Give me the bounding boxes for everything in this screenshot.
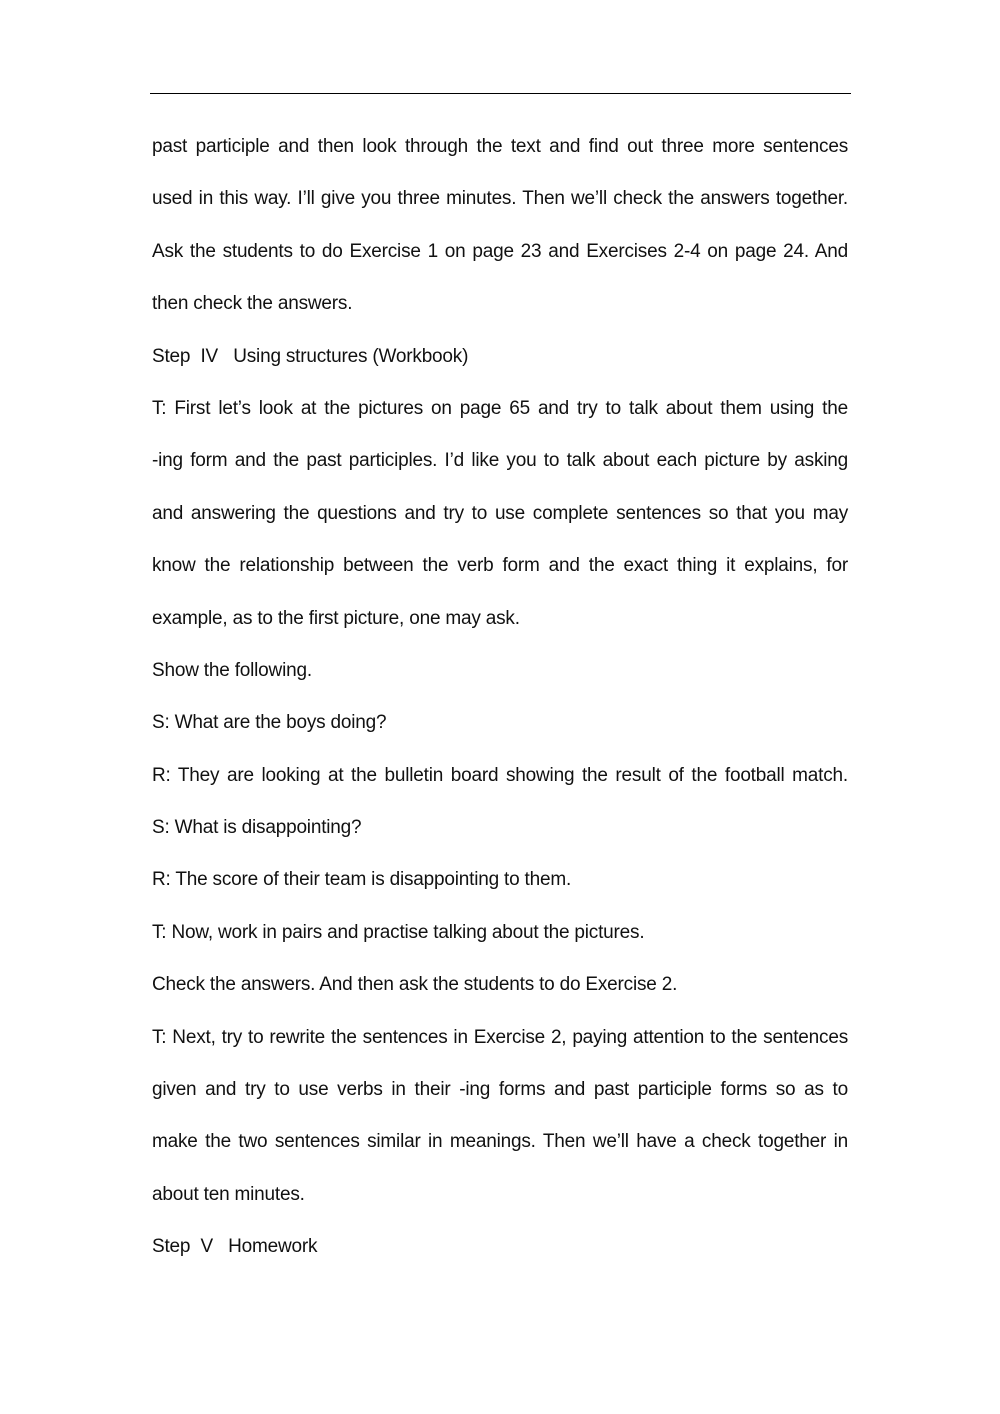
text-line: used in this way. I’ll give you three minutes. Then we’ll check the answers together. — [152, 188, 848, 210]
text-line: know the relationship between the verb form and the exact thing it explains, for — [152, 555, 848, 577]
text-line: T: First let’s look at the pictures on page 65 and try to talk about them using the — [152, 397, 848, 419]
document-body — [152, 132, 848, 1285]
text-line: T: Next, try to rewrite the sentences in Exercise 2, paying attention to the sentences — [152, 1026, 848, 1048]
text-line: Step V Homework — [152, 1236, 318, 1258]
text-line: Show the following. — [152, 659, 312, 681]
text-line: Ask the students to do Exercise 1 on page 23 and Exercises 2-4 on page 24. And — [152, 240, 848, 262]
text-line: Check the answers. And then ask the students to do Exercise 2. — [152, 974, 678, 996]
text-line: past participle and then look through the text and find out three more sentences — [152, 136, 848, 157]
text-line: R: The score of their team is disappointing to them. — [152, 869, 572, 891]
text-line: T: Now, work in pairs and practise talking about the pictures. — [152, 921, 645, 943]
text-line: Step IV Using structures (Workbook) — [152, 345, 469, 367]
text-line: make the two sentences similar in meanings. Then we’ll have a check together in — [152, 1131, 848, 1153]
text-line: about ten minutes. — [152, 1183, 305, 1205]
text-line: R: They are looking at the bulletin board showing the result of the football match. — [152, 764, 848, 786]
text-line: S: What is disappointing? — [152, 817, 362, 839]
text-line: and answering the questions and try to use complete sentences so that you may — [152, 502, 848, 524]
text-line: S: What are the boys doing? — [152, 712, 387, 734]
header-rule — [150, 93, 851, 94]
text-line: example, as to the first picture, one may ask. — [152, 607, 520, 629]
text-line: then check the answers. — [152, 293, 353, 315]
text-line: -ing form and the past participles. I’d like you to talk about each picture by asking — [152, 450, 848, 472]
text-line: given and try to use verbs in their -ing forms and past participle forms so as to — [152, 1079, 848, 1101]
